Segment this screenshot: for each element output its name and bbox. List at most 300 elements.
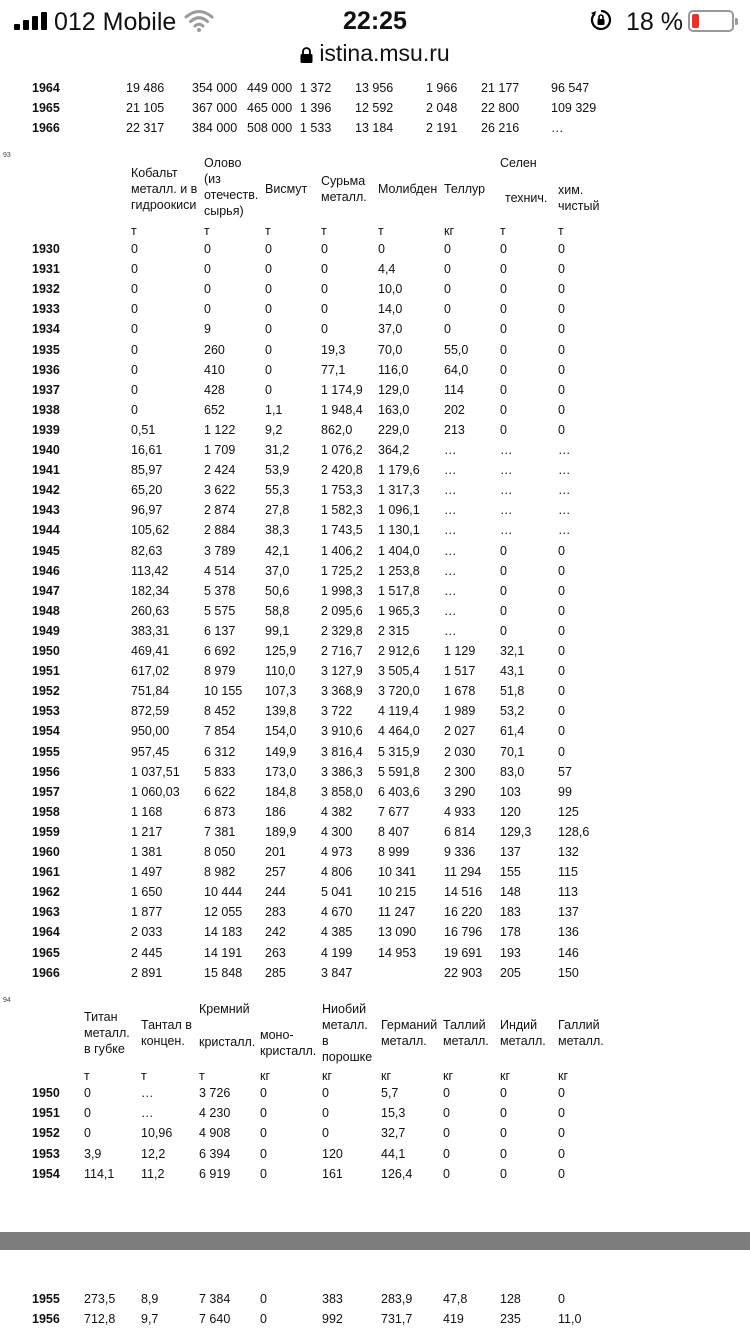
table-cell: 1 989 <box>444 704 476 719</box>
table-cell: 132 <box>558 845 579 859</box>
table-cell: 26 216 <box>481 121 520 136</box>
unit-label: т <box>378 224 384 238</box>
year-cell: 1940 <box>32 443 60 457</box>
table-cell: 0 <box>321 302 328 317</box>
table-cell: … <box>444 503 457 518</box>
year-cell: 1953 <box>32 1146 60 1161</box>
table-cell: 50,6 <box>265 583 290 598</box>
table-cell: 2 095,6 <box>321 603 363 618</box>
table-cell: 0 <box>131 382 138 397</box>
year-cell: 1953 <box>32 704 60 719</box>
table-cell: 70,0 <box>378 342 403 357</box>
year-cell: 1941 <box>32 463 60 478</box>
table-cell: 6 873 <box>204 804 236 819</box>
table-cell: 0 <box>558 302 565 317</box>
table-cell: 65,20 <box>131 483 163 498</box>
table-cell: 0 <box>321 322 328 337</box>
table-cell: … <box>444 483 457 498</box>
table-cell: 273,5 <box>84 1292 116 1306</box>
table-cell: 0 <box>321 282 328 297</box>
table-cell: 137 <box>500 845 521 859</box>
table-cell: 3 290 <box>444 784 476 799</box>
table-cell: 0 <box>131 302 138 317</box>
table-row <box>0 483 750 503</box>
table-cell: 3 505,4 <box>378 664 420 679</box>
table-cell: 15,3 <box>381 1106 406 1121</box>
table-row <box>0 805 750 825</box>
table-cell: 0 <box>558 744 565 759</box>
table-row <box>0 765 750 785</box>
table-cell: 2 445 <box>131 945 163 960</box>
table-cell: 283,9 <box>381 1292 413 1306</box>
table-cell: 1 174,9 <box>321 382 363 397</box>
table-cell: 150 <box>558 965 579 980</box>
table-cell: 149,9 <box>265 744 297 759</box>
table-cell: 12 592 <box>355 101 394 116</box>
table-cell: 2 329,8 <box>321 623 363 638</box>
table-row <box>0 584 750 604</box>
year-cell: 1936 <box>32 362 60 377</box>
table-cell: 0 <box>558 603 565 618</box>
table-cell: 0 <box>558 282 565 297</box>
table-cell: 31,2 <box>265 443 290 457</box>
table-cell: 85,97 <box>131 463 163 478</box>
header-antimony: Сурьма металл. <box>321 174 367 204</box>
table-cell: 96 547 <box>551 81 590 95</box>
table-cell: 0 <box>443 1106 450 1121</box>
table-cell: 120 <box>322 1146 343 1161</box>
header-tellurium: Теллур <box>444 182 486 196</box>
table-cell: 3 127,9 <box>321 664 363 679</box>
table-cell: 42,1 <box>265 543 290 558</box>
table-cell: 731,7 <box>381 1312 413 1327</box>
table-cell: 21 105 <box>126 101 165 116</box>
table-cell: 0 <box>558 1086 565 1100</box>
table-cell: 109 329 <box>551 101 597 116</box>
table-cell: 7 384 <box>199 1292 231 1306</box>
table-cell: 53,9 <box>265 463 290 478</box>
table-cell: 0 <box>558 623 565 638</box>
table-cell: 1 709 <box>204 443 236 457</box>
table-cell: 1 725,2 <box>321 563 363 578</box>
table-row <box>0 825 750 845</box>
table-cell: 0 <box>444 282 451 297</box>
table-cell: 3 720,0 <box>378 684 420 699</box>
table-cell: 3 789 <box>204 543 236 558</box>
table-cell: 0 <box>558 1292 565 1306</box>
table-cell: 1 253,8 <box>378 563 420 578</box>
table-cell: 0 <box>131 242 138 256</box>
table-cell: 139,8 <box>265 704 297 719</box>
table-cell: 0 <box>500 1166 507 1181</box>
table-cell: 1 533 <box>300 121 332 136</box>
table-cell: … <box>444 543 457 558</box>
year-cell: 1955 <box>32 744 60 759</box>
year-cell: 1942 <box>32 483 60 498</box>
year-cell: 1948 <box>32 603 60 618</box>
table-cell: … <box>141 1106 154 1121</box>
table-cell: 110,0 <box>265 664 296 679</box>
table-cell: … <box>551 121 564 136</box>
table-cell: 6 312 <box>204 744 236 759</box>
table-row <box>0 905 750 925</box>
table-row <box>0 745 750 765</box>
table-cell: 1 122 <box>204 422 236 437</box>
table-cell: 137 <box>558 905 579 920</box>
table-cell: 10 155 <box>204 684 243 699</box>
table-cell: 367 000 <box>192 101 238 116</box>
year-cell: 1935 <box>32 342 60 357</box>
table-cell: 4 385 <box>321 925 353 940</box>
table-cell: 383 <box>322 1292 343 1306</box>
table-cell: 13 090 <box>378 925 417 940</box>
table-cell: 9,7 <box>141 1312 159 1327</box>
unit-label: т <box>131 224 137 238</box>
table-cell: 242 <box>265 925 286 940</box>
clock: 22:25 <box>343 7 407 35</box>
table-cell: 0 <box>84 1126 91 1141</box>
table-row <box>0 1126 750 1146</box>
table-cell: 0 <box>265 342 272 357</box>
table-cell: 1 129 <box>444 644 476 658</box>
year-cell: 1952 <box>32 684 60 699</box>
table-cell: 0 <box>500 262 507 277</box>
table-cell: 260 <box>204 342 225 357</box>
table-cell: 105,62 <box>131 523 170 538</box>
table-cell: 0 <box>500 302 507 317</box>
table-cell: 201 <box>265 845 286 859</box>
table-cell: 44,1 <box>381 1146 406 1161</box>
table-cell: 8,9 <box>141 1292 159 1306</box>
table-cell: 8 050 <box>204 845 236 859</box>
table-cell: 1 381 <box>131 845 163 859</box>
table-row <box>0 1292 750 1312</box>
table-cell: 58,8 <box>265 603 290 618</box>
year-cell: 1946 <box>32 563 60 578</box>
table-cell: 419 <box>443 1312 464 1327</box>
table-cell: 0 <box>558 262 565 277</box>
header-indium: Индий металл. <box>500 1018 546 1048</box>
table-cell: 1 966 <box>426 81 458 95</box>
table-cell: 1 076,2 <box>321 443 363 457</box>
table-row <box>0 81 750 101</box>
unit-label: т <box>558 224 564 238</box>
table-cell: 16,61 <box>131 443 163 457</box>
table-cell: 1 998,3 <box>321 583 363 598</box>
table-cell: 3 816,4 <box>321 744 363 759</box>
table-cell: 0 <box>131 362 138 377</box>
year-cell: 1931 <box>32 262 60 277</box>
table-cell: 70,1 <box>500 744 525 759</box>
table-cell: 6 622 <box>204 784 236 799</box>
table-cell: 6 692 <box>204 644 236 658</box>
table-cell: … <box>444 603 457 618</box>
table-cell: 4,4 <box>378 262 396 277</box>
table-cell: 384 000 <box>192 121 238 136</box>
table-row <box>0 966 750 986</box>
table-cell: 183 <box>500 905 521 920</box>
table-cell: 9,2 <box>265 422 283 437</box>
table-cell: 6 137 <box>204 623 236 638</box>
table-row <box>0 946 750 966</box>
table-cell: 0 <box>322 1106 329 1121</box>
table-cell: 27,8 <box>265 503 290 518</box>
table-cell: 55,3 <box>265 483 290 498</box>
table-cell: 3 368,9 <box>321 684 363 699</box>
table-cell: … <box>444 463 457 478</box>
table-cell: 1 060,03 <box>131 784 180 799</box>
table-cell: 257 <box>265 865 286 880</box>
unit-label: кг <box>381 1069 392 1083</box>
table-cell: 96,97 <box>131 503 163 518</box>
table-cell: 4 300 <box>321 824 353 839</box>
year-cell: 1950 <box>32 644 60 658</box>
table-cell: 0 <box>204 302 211 317</box>
year-cell: 1966 <box>32 965 60 980</box>
table-cell: 0 <box>131 342 138 357</box>
table-cell: 83,0 <box>500 764 525 779</box>
table-cell: 184,8 <box>265 784 297 799</box>
table-cell: 22 903 <box>444 965 483 980</box>
table-row <box>0 1147 750 1167</box>
table-cell: 205 <box>500 965 521 980</box>
table-cell: 4 382 <box>321 804 353 819</box>
table-cell: 7 854 <box>204 724 236 739</box>
table-cell: 0 <box>500 242 507 256</box>
rotation-lock-icon <box>590 9 612 31</box>
table-cell: 128 <box>500 1292 521 1306</box>
table-cell: 57 <box>558 764 572 779</box>
year-cell: 1950 <box>32 1086 60 1100</box>
header-silicon-monocrystal: моно- кристалл. <box>260 1028 317 1058</box>
table-cell: 2 716,7 <box>321 644 363 658</box>
table-row <box>0 604 750 624</box>
table-row <box>0 242 750 262</box>
table-cell: 0 <box>131 402 138 417</box>
table-cell: 99,1 <box>265 623 290 638</box>
table-cell: 2 912,6 <box>378 644 420 658</box>
table-cell: 7 381 <box>204 824 236 839</box>
table-cell: 2 891 <box>131 965 163 980</box>
year-cell: 1955 <box>32 1292 60 1306</box>
table-cell: 0 <box>558 1126 565 1141</box>
table-cell: 163,0 <box>378 402 410 417</box>
table-cell: … <box>444 583 457 598</box>
carrier-name: 012 Mobile <box>54 8 177 36</box>
table-cell: … <box>558 463 571 478</box>
address-bar[interactable] <box>0 40 750 72</box>
table-cell: … <box>444 443 457 457</box>
table-cell: 0 <box>558 322 565 337</box>
table-cell: 6 394 <box>199 1146 231 1161</box>
table-row <box>0 1106 750 1126</box>
table-cell: 0 <box>558 362 565 377</box>
table-row <box>0 865 750 885</box>
table-cell: 0 <box>260 1086 267 1100</box>
table-cell: 617,02 <box>131 664 170 679</box>
table-cell: … <box>444 563 457 578</box>
table-cell: 154,0 <box>265 724 297 739</box>
table-cell: 4 806 <box>321 865 353 880</box>
table-cell: 11 247 <box>378 905 416 920</box>
table-cell: 283 <box>265 905 286 920</box>
table-cell: 0 <box>558 382 565 397</box>
table-cell: 38,3 <box>265 523 290 538</box>
table-cell: 2 874 <box>204 503 236 518</box>
table-cell: 2 027 <box>444 724 476 739</box>
table-cell: 37,0 <box>378 322 403 337</box>
table-cell: 0 <box>265 282 272 297</box>
table-cell: 0 <box>558 422 565 437</box>
table-cell: 1 404,0 <box>378 543 420 558</box>
table-cell: 2 884 <box>204 523 236 538</box>
table-cell: 22 800 <box>481 101 520 116</box>
year-cell: 1944 <box>32 523 60 538</box>
header-tin: Олово (из отечеств. сырья) <box>204 156 259 218</box>
table-row <box>0 1086 750 1106</box>
table-cell: 0 <box>558 664 565 679</box>
table-cell: 1 096,1 <box>378 503 420 518</box>
table-cell: 6 814 <box>444 824 476 839</box>
table-cell: 3 386,3 <box>321 764 363 779</box>
table-row <box>0 503 750 523</box>
table-row <box>0 664 750 684</box>
table-cell: 10 215 <box>378 885 417 900</box>
table-cell: … <box>500 483 513 498</box>
table-cell: 0 <box>204 282 211 297</box>
table-cell: 1 650 <box>131 885 163 900</box>
lock-icon <box>300 47 313 63</box>
table-cell: 0 <box>558 583 565 598</box>
table-cell: 0 <box>500 322 507 337</box>
table-cell: 4 230 <box>199 1106 231 1121</box>
table-cell: 0 <box>558 724 565 739</box>
table-cell: 8 407 <box>378 824 410 839</box>
unit-label: кг <box>260 1069 271 1083</box>
table-cell: 2 420,8 <box>321 463 363 478</box>
table-cell: 186 <box>265 804 286 819</box>
year-cell: 1963 <box>32 905 60 920</box>
table-row <box>0 624 750 644</box>
table-cell: 0 <box>500 1126 507 1141</box>
table-cell: 0 <box>260 1312 267 1327</box>
table-cell: 115 <box>558 865 578 880</box>
table-cell: 1 217 <box>131 824 163 839</box>
table-cell: 0 <box>500 1086 507 1100</box>
header-cobalt: Кобальт металл. и в гидроокиси <box>131 166 198 212</box>
table-cell: 0 <box>265 362 272 377</box>
table-cell: 129,3 <box>500 824 532 839</box>
table-cell: 51,8 <box>500 684 525 699</box>
table-cell: … <box>141 1086 154 1100</box>
header-tantalum: Тантал в концен. <box>141 1018 192 1048</box>
table-cell: 263 <box>265 945 286 960</box>
table-row <box>0 101 750 121</box>
table-cell: 1 396 <box>300 101 332 116</box>
year-cell: 1961 <box>32 865 60 880</box>
table-cell: 22 317 <box>126 121 165 136</box>
year-cell: 1958 <box>32 804 60 819</box>
unit-label: т <box>84 1069 90 1083</box>
table-row <box>0 262 750 282</box>
header-selenium-technical: технич. <box>505 191 548 205</box>
table-cell: 103 <box>500 784 521 799</box>
table-cell: 229,0 <box>378 422 410 437</box>
table-cell: 0 <box>204 242 211 256</box>
table-cell: 0 <box>500 1106 507 1121</box>
table-cell: 1 948,4 <box>321 402 363 417</box>
header-germanium: Германий металл. <box>381 1018 438 1048</box>
table-cell: 19,3 <box>321 342 346 357</box>
table-cell: … <box>500 443 513 457</box>
table-cell: 4 973 <box>321 845 353 859</box>
table-cell: 14 191 <box>204 945 243 960</box>
table-cell: 235 <box>500 1312 521 1327</box>
table-cell: 0 <box>260 1126 267 1141</box>
table-cell: 0 <box>558 543 565 558</box>
table-cell: 3 847 <box>321 965 353 980</box>
table-cell: 8 999 <box>378 845 410 859</box>
table-cell: 0 <box>500 382 507 397</box>
table-cell: 4 119,4 <box>378 704 419 719</box>
table-cell: 43,1 <box>500 664 525 679</box>
table-cell: 1 497 <box>131 865 163 880</box>
year-cell: 1965 <box>32 945 60 960</box>
table-cell: 178 <box>500 925 521 940</box>
table-cell: 0 <box>558 644 565 658</box>
table-cell: 14,0 <box>378 302 403 317</box>
table-cell: 77,1 <box>321 362 346 377</box>
table-cell: 0 <box>500 583 507 598</box>
year-cell: 1954 <box>32 724 60 739</box>
table-cell: … <box>444 623 457 638</box>
year-cell: 1949 <box>32 623 60 638</box>
unit-label: т <box>265 224 271 238</box>
table-cell: 0 <box>500 282 507 297</box>
table-cell: 5 833 <box>204 764 236 779</box>
table-cell: 0 <box>558 704 565 719</box>
table-cell: 12,2 <box>141 1146 166 1161</box>
table-cell: 14 953 <box>378 945 417 960</box>
unit-label: т <box>141 1069 147 1083</box>
table-cell: 0 <box>260 1146 267 1161</box>
table-row <box>0 383 750 403</box>
table-cell: 213 <box>444 422 465 437</box>
table-cell: 15 848 <box>204 965 243 980</box>
table-cell: 5 041 <box>321 885 353 900</box>
table-row <box>0 684 750 704</box>
table-cell: 0 <box>500 402 507 417</box>
table-cell: 652 <box>204 402 225 417</box>
table-cell: 2 191 <box>426 121 458 136</box>
table-cell: … <box>500 463 513 478</box>
table-cell: 16 220 <box>444 905 483 920</box>
table-cell: 0 <box>131 282 138 297</box>
table-row <box>0 724 750 744</box>
header-selenium-chemical: хим. чистый <box>558 183 600 213</box>
header-gallium: Галлий металл. <box>558 1018 604 1048</box>
year-cell: 1962 <box>32 885 60 900</box>
table-cell: 0 <box>265 262 272 277</box>
year-cell: 1965 <box>32 101 60 116</box>
table-cell: 8 982 <box>204 865 236 880</box>
table-cell: 0 <box>265 302 272 317</box>
unit-label: кг <box>500 1069 511 1083</box>
table-row <box>0 1312 750 1332</box>
year-cell: 1933 <box>32 302 60 317</box>
table-cell: 0 <box>322 1126 329 1141</box>
table-cell: 4 908 <box>199 1126 231 1141</box>
